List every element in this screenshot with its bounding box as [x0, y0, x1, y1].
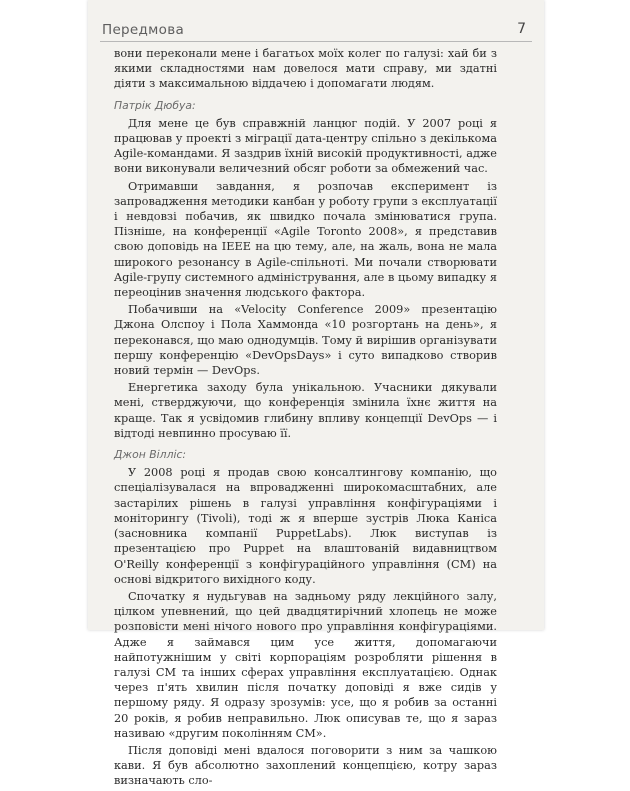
paragraph: Побачивши на «Velocity Conference 2009» презентацію Джона Олспоу і Пола Хаммонда «10 розгортань на день», я переконався, що маю однодумців. Тому й вирішив організувати першу конференцію «DevOpsDays» і суто випадково створив новий термін — DevOps.	[114, 303, 497, 378]
paragraph: Після доповіді мені вдалося поговорити з ним за чашкою кави. Я був абсолютно захоплений концепцією, котру зараз визначають сло-	[114, 743, 497, 788]
paragraph: Спочатку я нудьгував на задньому ряду лекційного залу, цілком упевнений, що цей двадцятирічний хлопець не може розповісти мені нічого нового про управління конфігураціями. Адже я займався цим усе життя, допомагаючи найпотужнішим у світі корпораціям розробляти рішення в галузі CM та інших сферах управління експлуатацією. Однак через п'ять хвилин після початку доповіді я вже сидів у першому ряду. Я одразу зрозумів: усе, що я робив за останні 20 років, я робив неправильно. Люк описував те, що я зараз називаю «другим поколінням CM».	[114, 589, 497, 740]
paragraph: Отримавши завдання, я розпочав експеримент із запровадження методики канбан у роботу групи з експлуатації і невдовзі побачив, як швидко почала змінюватися група. Пізніше, на конференції «Agile Toronto 2008», я представив свою доповідь на IEEE на цю тему, але, на жаль, вона не мала широкого резонансу в Agile-спільноті. Ми почали створювати Agile-групу системного адміністрування, але в цьому випадку я переоцінив значення людського фактора.	[114, 179, 497, 300]
paragraph: У 2008 році я продав свою консалтингову компанію, що спеціалізувалася на впровадженні широкомасштабних, але застарілих рішень в галузі управління конфігураціями і моніторингу (Tivoli), тоді ж я вперше зустрів Люка Каніса (засновника компанії PuppetLabs). Люк виступав із презентацією про Puppet на влаштованій видавництвом O'Reilly конференції з конфігураційного управління (CM) на основі відкритого вихідного коду.	[114, 466, 497, 586]
book-page	[88, 0, 544, 788]
page-body	[114, 46, 497, 791]
running-header	[88, 0, 544, 40]
paragraph: вони переконали мене і багатьох моїх колег по галузі: хай би з якими складностями нам довелося мати справу, ми здатні діяти з максимальною віддачею і допомагати людям.	[114, 47, 497, 91]
page-number: 7	[517, 21, 526, 37]
paragraph: Для мене це був справжній ланцюг подій. У 2007 році я працював у проекті з міграції дата-центру спільно з декількома Agile-командами. Я заздрив їхній високій продуктивності, адже вони виконували величезний обсяг роботи за обмежений час.	[114, 116, 497, 176]
chapter-title: Передмова	[102, 22, 185, 38]
paragraph: Енергетика заходу була унікальною. Учасники дякували мені, стверджуючи, що конференція змінила їхнє життя на краще. Так я усвідомив глибину впливу концепції DevOps — і відтоді невпинно просуваю її.	[114, 381, 497, 440]
speaker-name: Патрік Дюбуа:	[114, 98, 196, 112]
speaker-name: Джон Вілліс:	[114, 448, 187, 462]
header-divider	[100, 41, 532, 42]
